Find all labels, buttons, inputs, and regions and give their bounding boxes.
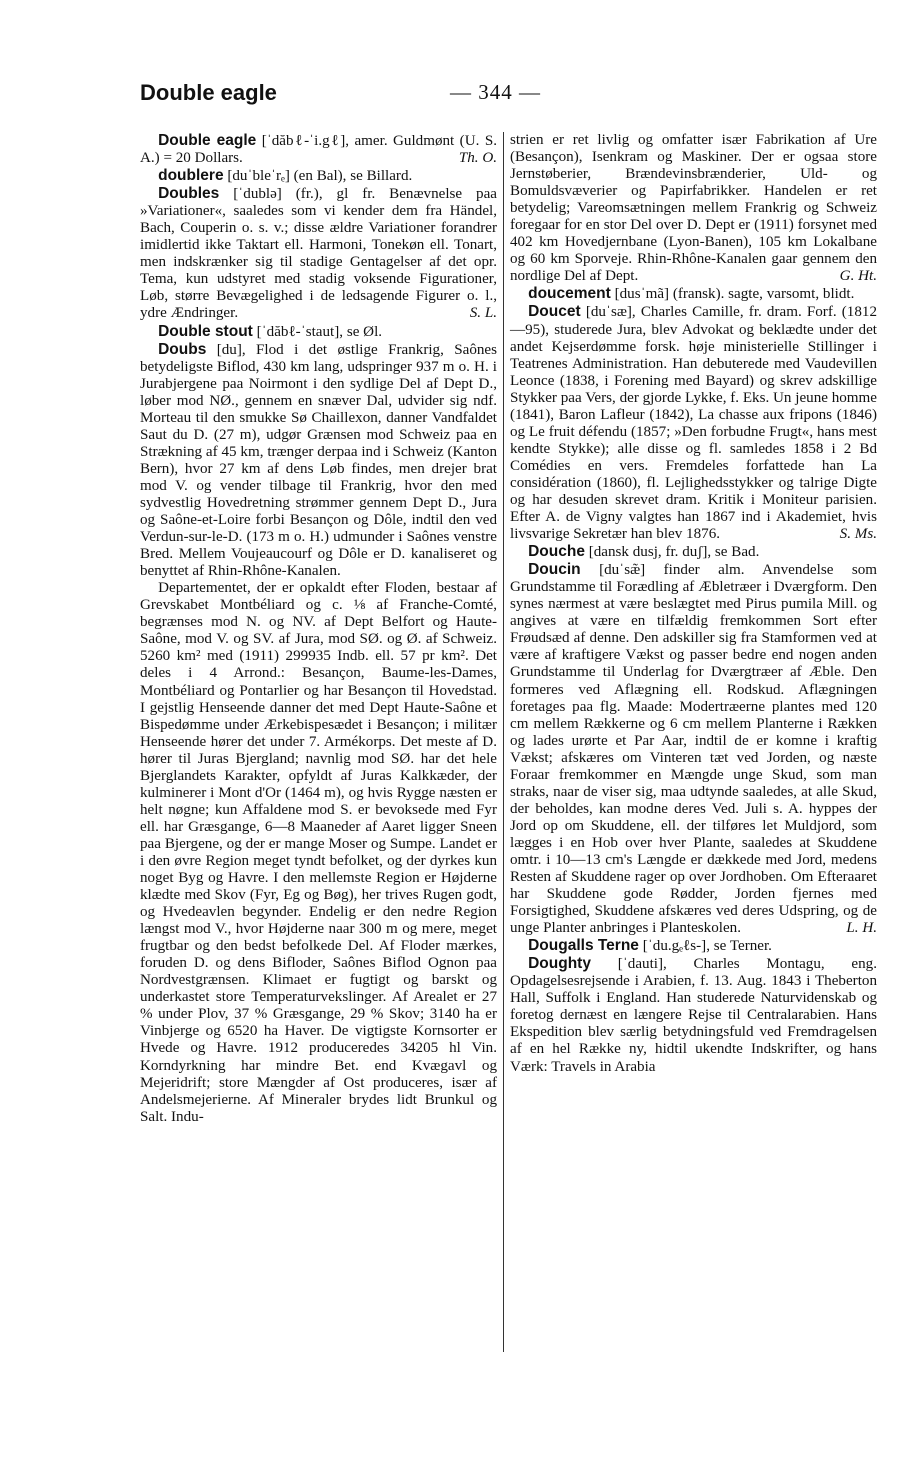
headword: Double stout: [158, 322, 253, 340]
headword: Doubles: [158, 185, 220, 203]
page-header: [140, 80, 880, 114]
headword: Doughty: [528, 955, 591, 973]
entry-text: [ˈdauti], Charles Montagu, eng. Opdagelsesrejsende i Arabien, f. 13. Aug. 1843 i Theberton Hall, Suffolk i England. Han studerede Naturvidenskab og foretog dernæst en længere Rejse til Centralarabien. Hans Ekspedition blev særlig betydningsfuld ved Fremdragelsen af en hel Række ny, hidtil ukendte Indskrifter, og hans Værk: Travels in Arabia: [510, 956, 877, 1075]
entry-text: [duˈsæ̃] finder alm. Anvendelse som Grundstamme til Forædling af Æbletræer i Dværgform. Den synes nærmest at være beslægtet med Pirus pumila Mill. og angives at være en tilfældig fremkommen Sort efter Frøudsæd af denne. Den adskiller sig fra Stamformen ved at være af kraftigere Vækst og passer bedre end nogen anden Grundstamme til Underlag for Dværgtræer af Æble. Den formeres ved Aflægning ell. Rodskud. Aflægningen foretages paa flg. Maade: Modertræerne plantes med 120 cm mellem Rækkerne og 6 cm mellem Planterne i Rækken og lades urørte et Par Aar, indtil de er komne i kraftig Vækst; afskæres om Vinteren tæt ved Jorden, og næste Foraar fremkommer en Mængde unge Skud, som man straks, naar de viser sig, maa udtynde saaledes, at alle Skud, der beholdes, kan modne deres Ved. Juli s. A. hyppes der Jord op om Skuddene, ell. der tilføres let Muldjord, som lægges i en Hob over hver Plante, saaledes at Skuddene omtr. i 10—13 cm's Længde er dækkede med Jord, medens Resten af Skuddene rager op over Jordhoben. Om Efteraaret har Skuddene gode Rødder, Jorden fjernes med Forsigtighed, Skuddene afskæres ved deres Udspring, og de unge Planter anbringes i Planteskolen.: [510, 562, 877, 937]
entry-text: [ˈdăbℓ-ˈstaut], se Øl.: [256, 323, 383, 340]
headword: doucement: [528, 285, 611, 303]
entry-text: [dansk dusj, fr. duʃ], se Bad.: [588, 544, 760, 561]
entry: [510, 561, 877, 937]
headword: Double eagle: [158, 132, 257, 149]
right-column: [510, 132, 877, 1076]
entry: [140, 185, 497, 322]
headword: Dougalls Terne: [528, 937, 639, 955]
page-number: — 344 —: [450, 80, 541, 104]
headword: Doucin: [528, 561, 581, 579]
entry-text: [ˈdu.gₑℓs-], se Terner.: [642, 938, 772, 955]
entry-text: strien er ret livlig og omfatter især Fabrikation af Ure (Besançon), Isenkram og Maskiner. Der er ogsaa store Jernstøberier, Brændevinsbrænderier, Uld- og Bomuldsvæverier og Papirfabrikker. Handelen er ret betydelig; Vareomsætningen mellem Frankrig og Schweiz foregaar for en stor Del over D. Dept er (1911) forsynet med 402 km Hovedjernbane (Lyon-Banen), 105 km Lokalbane og 60 km Sporveje. Rhin-Rhône-Kanalen gaar gennem den nordlige Del af Dept.: [510, 132, 877, 285]
headword: doublere: [158, 167, 224, 185]
entry-text: [ˈdăbℓ-ˈi.gℓ], amer. Guldmønt (U. S. A.) = 20 Dollars.: [140, 133, 497, 167]
entry: [140, 323, 497, 341]
entry: [510, 285, 877, 303]
author-signature: Th. O.: [458, 150, 497, 167]
left-column: [140, 132, 497, 1126]
entry: [140, 132, 497, 167]
entry: [510, 543, 877, 561]
entry: [510, 937, 877, 955]
author-signature: G. Ht.: [839, 268, 877, 285]
entry: [510, 132, 877, 285]
entry-text: [duˈbleˈrₑ] (en Bal), se Billard.: [227, 168, 413, 185]
author-signature: S. Ms.: [839, 526, 877, 543]
entry: [140, 341, 497, 581]
entry-text: [duˈsæ], Charles Camille, fr. dram. Forf. (1812—95), studerede Jura, blev Advokat og beklædte under det andet Kejserdømme forsk. høje ministerielle Stillinger i Teatrenes Administration. Han debuterede med Vaudevillen Leonce (1838, i Forening med Bayard) og skrev adskillige Stykker paa Vers, der gjorde Lykke, f. Eks. Un jeune homme (1841), Baron Lafleur (1842), La chasse aux fripons (1846) og Le fruit défendu (1857; »Den forbudne Frugt«, hans mest kendte Stykke); alle disse og fl. samledes 1858 i 2 Bd Comédies en vers. Fremdeles forfattede han La considération (1860), fl. Lejlighedsstykker og talrige Digte og har desuden skrevet dram. Kritik i Moniteur parisien. Efter A. de Vigny valgtes han 1867 ind i Akademiet, hvis livsvarige Sekretær han blev 1876.: [510, 304, 877, 543]
headword: Douche: [528, 543, 585, 561]
entry: [140, 167, 497, 185]
headword: Doubs: [158, 340, 207, 358]
author-signature: S. L.: [469, 305, 497, 322]
column-divider: [503, 132, 504, 1352]
entry: [510, 303, 877, 543]
author-signature: L. H.: [846, 920, 877, 937]
entry-text: Departementet, der er opkaldt efter Floden, bestaar af Grevskabet Montbéliard og c. ⅛ af Franche-Comté, begrænses mod N. og NV. af Dept Belfort og Haute-Saône, mod V. og SV. af Jura, mod SØ. og Ø. af Schweiz. 5260 km² med (1911) 299935 Indb. ell. 57 pr km². Det deles i 4 Arrond.: Besançon, Baume-les-Dames, Montbéliard og Pontarlier og har Besançon til Hovedstad. I gejstlig Henseende danner det med Dept Haute-Saône et Bispedømme under Ærkebispesædet i Besançon; i militær Henseende hører det under 7. Armékorps. Det meste af D. hører til Juras Bjergland; navnlig mod SØ. har det hele Bjerglandets Karakter, opfyldt af Juras Kalkkæder, der kulminerer i Mont d'Or (1464 m), og hvis Rygge næsten er helt nøgne; kun Affaldene mod S. er bevoksede med Fyr ell. har Græsgange, 6—8 Maaneder af Aaret ligger Sneen paa Bjergene, og der er mange Moser og Sumpe. Landet er i den øvre Region meget tyndt befolket, og der dyrkes kun noget Byg og Havre. I den mellemste Region er Højderne klædte med Skov (Fyr, Eg og Bøg), her trives Rugen godt, og Hvedeavlen begynder. Endelig er den nedre Region længst mod V., hvor Højderne naar 300 m og mere, meget frugtbar og den bedst befolkede Del. Af Floder mærkes, foruden D. og dens Bifloder, Saônes Biflod Ognon paa Nordvestgrænsen. Klimaet er fugtigt og barskt og underkastet store Temperaturvekslinger. Af Arealet er 27 % under Plov, 37 % Græsgange, 29 % Skov; 3140 ha er Vinbjerge og 6520 ha Haver. De vigtigste Kornsorter er Hvede og Havre. 1912 produceredes 34205 hl Vin. Korndyrkning har mindre Bet. end Kvægavl og Mejeridrift; store Mængder af Ost produceres, især af Andelsmejerierne. Af Mineraler brydes lidt Brunkul og Salt. Indu-: [140, 580, 497, 1125]
entry-text: [ˈdublə] (fr.), gl fr. Benævnelse paa »Variationer«, saaledes som vi kender dem fra Händel, Bach, Couperin o. s. v.; disse ældre Variationer forandrer imidlertid ikke Taktart ell. Harmoni, Tonekøn ell. Tonart, men indskrænker sig til stadige Gentagelser af det opr. Tema, kun udstyret med stadig voksende Figurationer, Løb, større Bevægelighed i de ledsagende Figurer o. l., ydre Ændringer.: [140, 186, 497, 322]
entry-text: [du], Flod i det østlige Frankrig, Saônes betydeligste Biflod, 430 km lang, udspringer 937 m o. H. i Jurabjergene paa Noirmont i den sydlige Del af Dept D., løber mod NØ., gennem en snæver Dal, udvider sig ndf. Morteau til den smukke Sø Chaillexon, danner Vandfaldet Saut du D. (27 m), udgør Grænsen mod Schweiz paa en Strækning af 45 km, trænger derpaa ind i Schweiz (Kanton Bern), hvor 27 km af dens Løb findes, men drejer brat mod V. og vender tilbage til Frankrig, hvor den med sydvestlig Hovedretning strømmer gennem Dept D., Jura og Saône-et-Loire forbi Besançon og Dôle, indtil den ved Verdun-sur-le-D. (173 m o. H.) udmunder i Saônes venstre Bred. Mellem Voujeaucourf og Dôle er D. kanaliseret og benyttet af Rhin-Rhône-Kanalen.: [140, 341, 497, 580]
entry: [510, 955, 877, 1075]
entry: [140, 580, 497, 1126]
running-head: Double eagle: [140, 80, 277, 105]
headword: Doucet: [528, 303, 581, 321]
entry-text: [dusˈmã] (fransk). sagte, varsomt, blidt.: [614, 286, 855, 303]
